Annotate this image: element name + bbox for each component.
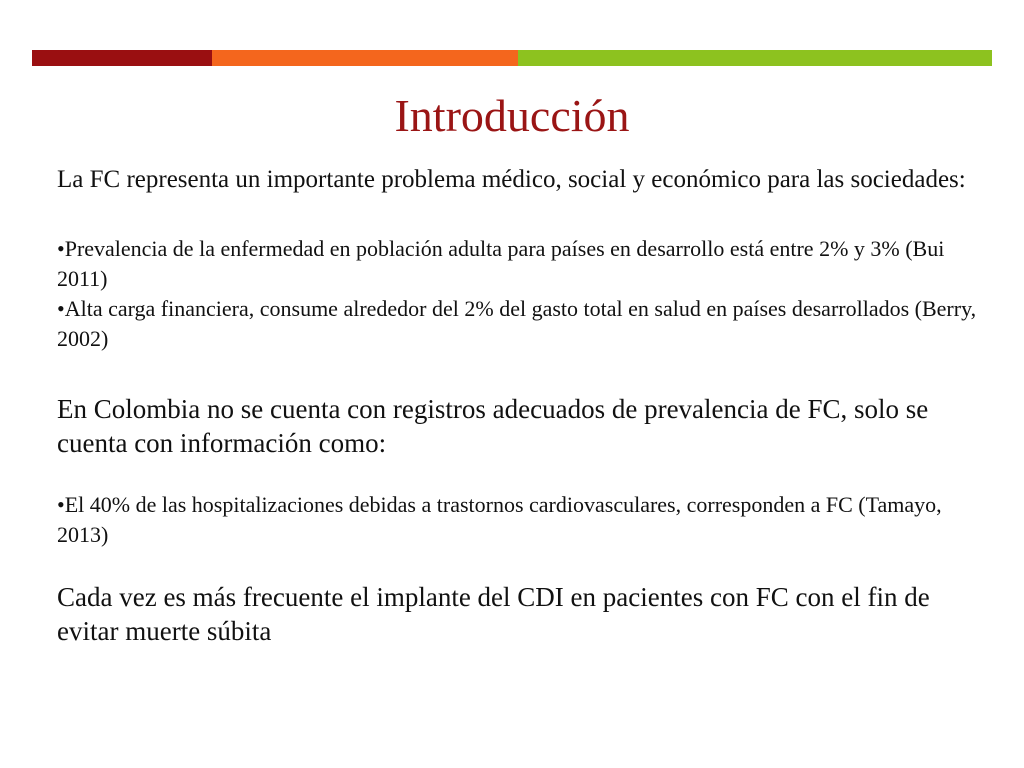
slide-body [57, 164, 987, 648]
color-bar-green-segment [518, 50, 992, 66]
bullet-hospitalizations: •El 40% de las hospitalizaciones debidas a trastornos cardiovasculares, corresponden a FC (Tamayo, 2013) [57, 492, 942, 547]
bullet-prevalence: •Prevalencia de la enfermedad en población adulta para países en desarrollo está entre 2% y 3% (Bui 2011) [57, 236, 945, 291]
color-bar-orange-segment [212, 50, 518, 66]
closing-paragraph: Cada vez es más frecuente el implante del CDI en pacientes con FC con el fin de evitar muerte súbita [57, 582, 930, 646]
intro-paragraph: La FC representa un importante problema médico, social y económico para las sociedades: [57, 166, 966, 193]
decorative-color-bar [32, 50, 992, 66]
color-bar-red-segment [32, 50, 212, 66]
colombia-paragraph: En Colombia no se cuenta con registros adecuados de prevalencia de FC, solo se cuenta con información como: [57, 394, 929, 458]
bullet-financial-burden: •Alta carga financiera, consume alrededor del 2% del gasto total en salud en países desarrollados (Berry, 2002) [57, 296, 977, 351]
slide-title: Introducción [394, 90, 630, 141]
